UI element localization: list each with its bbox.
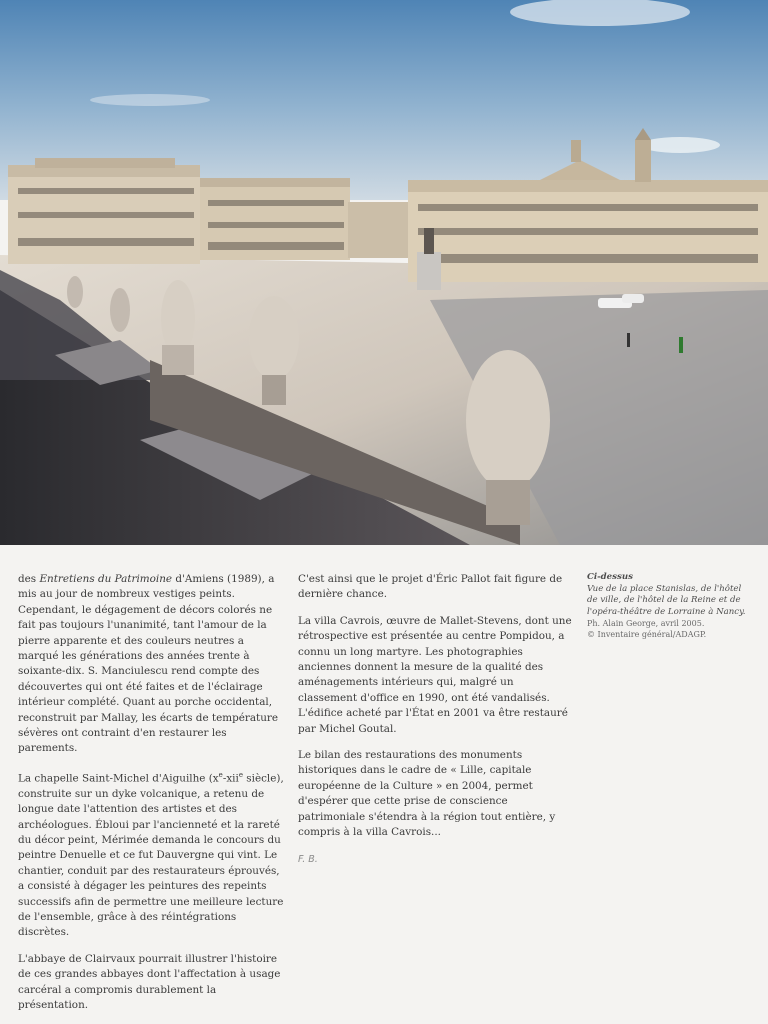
publication-title: Entretiens du Patrimoine [39, 573, 173, 585]
paragraph-villa-cavrois: La villa Cavrois, œuvre de Mallet-Stevens, dont une rétrospective est présentée au centre Pompidou, a connu un long martyre. Les photographies anciennes donnent la mesure de la qualité des aménagements intérieurs qui, malgré un classement d'office en 1990, ont été vandalisés. L'édifice acheté par l'État en 2001 va être restauré par Michel Goutal. [298, 614, 572, 735]
paragraph-pallot: C'est ainsi que le projet d'Éric Pallot fait figure de dernière chance. [298, 573, 563, 601]
author-signature: F. B. [298, 853, 318, 865]
paragraph-clairvaux: L'abbaye de Clairvaux pourrait illustrer l'histoire de ces grandes abbayes dont l'affectation à usage carcéral a compromis durablement la présentation. [18, 952, 281, 1012]
caption-body: Vue de la place Stanislas, de l'hôtel de ville, de l'hôtel de la Reine et de l'opéra-théâtre de Lorraine à Nancy. [587, 583, 746, 617]
caption-copyright: © Inventaire général/ADAGP. [587, 630, 707, 640]
text-column-middle [298, 572, 574, 878]
paragraph-entretiens: des Entretiens du Patrimoine d'Amiens (1989), a mis au jour de nombreux vestiges peints. Cependant, le dégagement de décors colorés ne fait pas toujours l'unanimité, tant l'amour de la pierre apparente et des couleurs neutres a marqué les générations des années trente à soixante-dix. S. Manciulescu rend compte des découvertes qui ont été faites et de l'éclairage intérieur complété. Quant au porche occidental, reconstruit par Mallay, les écarts de température sévères ont contraint d'en restaurer les parements. [18, 573, 279, 755]
caption-heading: Ci-dessus [587, 572, 633, 582]
text-column-left [18, 572, 286, 1024]
caption-photo-credit: Ph. Alain George, avril 2005. [587, 619, 705, 629]
paragraph-aiguilhe: La chapelle Saint-Michel d'Aiguilhe ($x^e-xii^e$ siècle), construite sur un dyke volcanique, a retenu de longue date l'attention des artistes et des archéologues. Ébloui par l'ancienneté et la rareté du décor peint, Mérimée demanda le concours du peintre Denuelle et ce fut Dauvergne qui vint. Le chantier, conduit par des restaurateurs éprouvés, a consisté à dégager les peintures des repeints successifs afin de permettre une meilleure lecture de l'ensemble, grâce à des réintégrations discrètes. [18, 770, 284, 939]
photo-caption [587, 572, 747, 640]
paragraph-lille: Le bilan des restaurations des monuments historiques dans le cadre de « Lille, capitale européenne de la Culture » en 2004, permet d'espérer que cette prise de conscience patrimoniale s'étendra à la région tout entière, y compris à la villa Cavrois... [298, 749, 556, 839]
